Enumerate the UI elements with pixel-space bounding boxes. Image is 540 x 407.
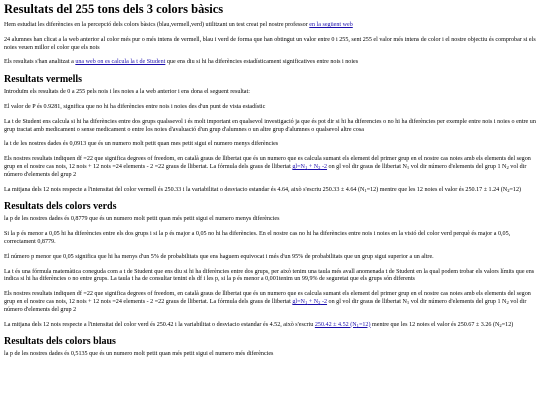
green-df-c: vol dir número d'elements del grup 1 N bbox=[409, 298, 507, 305]
intro-text: Hem estudiat les diferències en la percepció dels colors bàsics (blau,vermell,verd) utilitzant un test creat pel nostre professor bbox=[4, 22, 310, 28]
red-df-b: on gl vol dir graus de llibertat N bbox=[327, 163, 407, 170]
analysis-paragraph bbox=[4, 59, 536, 67]
sub-1: 1 bbox=[364, 187, 367, 193]
red-formula-b: + N bbox=[307, 163, 319, 170]
green-mean-b: mentre que les 12 noies el valor és 250.67 ± 3.26 (N bbox=[370, 321, 500, 328]
red-p6 bbox=[4, 187, 536, 195]
red-mean-c: =12) bbox=[509, 186, 522, 193]
sub-1: 1 bbox=[304, 164, 308, 170]
red-p3: La t de Student ens calcula si hi ha diferències entre dos grups qualssevol i és molt important en qualsevol investigació ja que és pot dir si hi ha diferencies o no hi ha diferències per exemple entre nois i noies o entre un grup tractat amb medicament o sense medicament o entre los noies d'avaluació d'un grup d'alumnes o un altre grup d'alumnes o qualsevol altre cosa bbox=[4, 118, 536, 133]
red-mean-a: La mitjana dels 12 nois respecte a l'intensitat del color vermell és 250.33 i la variabilitat o desviacio estandar és 4.64, això s'escriu 250.33 ± 4.64 (N bbox=[4, 186, 365, 193]
intro-method-paragraph: 24 alumnes han clicat a la web anterior al color més pur o més intens de vermell, blau i verd de forma que han obtingut un valor entre 0 i 255, sent 255 el valor més intens de color i el nostre objectiu és comprobar si els noies veuen millor el color que els nois bbox=[4, 36, 536, 51]
green-p6 bbox=[4, 322, 536, 330]
red-mean-b: =12) mentre que les 12 noies el valor és 250.17 ± 1.24 (N bbox=[366, 186, 508, 193]
green-formula-c: -2 bbox=[320, 298, 328, 305]
red-df-text: Els nostres resultats indiquen df =22 que significa degrees of freedom, en català graus de llibertat que és un numero que es calcula sumant els element del primer grup en el nostre cas noies amb els elements del segon grup en el nostre cas nois, 12 nois + 12 nois =24 elements - 2 =22 graus de llibertat. La fórmula dels graus de llibertat bbox=[4, 156, 531, 170]
green-p1: la p de les nostres dades és 0,8779 que és un numero molt petit quan més petit sigui el numero menys diferències bbox=[4, 216, 280, 223]
green-p4: La t és una fórmula matemàtica coneguda com a t de Student que ens diu si hi ha diferències entre dos grups, per això tenim una taula més avall anomenada t de Student en la qual podem trobar els valors límits que ens indica si hi ha diferències o no entre grups. La taula t ha de consultar tenint els df i les p, si la p és menor a 0,001tenim un 99,9% de seguretat que els grups són diferents bbox=[4, 268, 535, 283]
sub-1: 1 bbox=[356, 322, 359, 328]
red-p4: la t de les nostres dades és 0,0913 que és un numero molt petit quan mes petit sigui el numero menys diferències bbox=[4, 141, 279, 148]
sub-2: 2 bbox=[318, 164, 321, 170]
analysis-text-after: que ens diu si hi ha diferències estadísticament significatives entre nois i noies bbox=[165, 59, 359, 66]
analysis-text-before: Els resultats s'han analitzat a bbox=[4, 59, 76, 66]
intro-paragraph bbox=[4, 22, 536, 30]
blue-p1: la p de les nostres dades és 0,5135 que és un numero molt petit quan més petit sigui el numero més diferències bbox=[4, 351, 274, 358]
green-df-d: vol dir número d'elements del grup 2 bbox=[4, 298, 527, 313]
green-mean-link[interactable] bbox=[315, 322, 371, 328]
sub-2: 2 bbox=[318, 299, 321, 305]
sub-2: 2 bbox=[507, 187, 510, 193]
green-p2: Si la p és menor a 0,05 hi ha diferències entre els dos grups i si la p és major a 0,05 no hi ha diferències. En el nostre cas no hi ha diferències entre nois i noies en la visió del color verd perquè és major a 0,05, correctament 0,8779. bbox=[4, 231, 511, 245]
green-mean-a: La mitjana dels 12 nois respecte a l'intensitat del color verd és 250.42 i la variabilitat o desviacio estandar és 4.52, això s'escriu bbox=[4, 321, 315, 328]
red-p5 bbox=[4, 156, 536, 179]
red-formula-link[interactable] bbox=[292, 164, 327, 170]
green-df-text: Els nostres resultats indiquen df =22 que significa degrees of freedom, en català graus de llibertat que és un numero que es calcula sumant els element del primer grup en el nostre cas noies amb els elements del segon grup en el nostre cas nois, 12 nois + 12 nois =24 elements - 2 =22 graus de llibertat. La fórmula dels graus de llibertat bbox=[4, 291, 531, 305]
sub-2: 2 bbox=[506, 164, 509, 170]
green-formula-b: + N bbox=[307, 298, 319, 305]
red-p2: El valor de P és 0.9281, significa que no hi ha diferències entre nois i noies des d'un punt de vista estadístic bbox=[4, 103, 266, 110]
green-mean-formula-b: =12) bbox=[358, 321, 371, 328]
green-formula-a: gl=N bbox=[292, 298, 305, 305]
page-title: Resultats del 255 tons dels 3 colors bàsics bbox=[4, 2, 224, 16]
green-mean-c: =12) bbox=[501, 321, 514, 328]
red-df-d: vol dir número d'elements del grup 2 bbox=[4, 163, 527, 178]
sub-1: 1 bbox=[304, 299, 308, 305]
green-formula-link[interactable] bbox=[292, 299, 327, 305]
red-df-c: vol dir número d'elements del grup 1 N bbox=[409, 163, 507, 170]
green-p3: El número p menor que 0,05 significa que hi ha menys d'un 5% de probabilitats que ens haguem equivocat i més d'un 95% de probabilitats que un grup sigui superior a un altre. bbox=[4, 253, 434, 260]
green-df-b: on gl vol dir graus de llibertat N bbox=[327, 298, 407, 305]
sub-2: 2 bbox=[499, 322, 502, 328]
red-results-heading: Resultats vermells bbox=[4, 74, 83, 86]
sub-1: 1 bbox=[406, 299, 410, 305]
sub-2: 2 bbox=[506, 299, 509, 305]
red-formula-a: gl=N bbox=[292, 163, 305, 170]
green-results-heading: Resultats dels colors verds bbox=[4, 201, 117, 213]
sub-1: 1 bbox=[406, 164, 410, 170]
blue-results-heading: Resultats dels colors blaus bbox=[4, 336, 116, 348]
red-p1: Introduïm els resultats de 0 a 255 pels nois i les noies a la web anterior i ens dona el seguent resultat: bbox=[4, 89, 250, 96]
green-p5 bbox=[4, 291, 536, 314]
teacher-web-link[interactable]: en la següent web bbox=[309, 22, 353, 28]
red-formula-c: -2 bbox=[320, 163, 328, 170]
green-mean-formula: 250.42 ± 4.52 (N bbox=[314, 321, 357, 328]
student-t-link[interactable]: una web on es calcula la t de Student bbox=[75, 59, 166, 66]
document bbox=[0, 2, 540, 359]
